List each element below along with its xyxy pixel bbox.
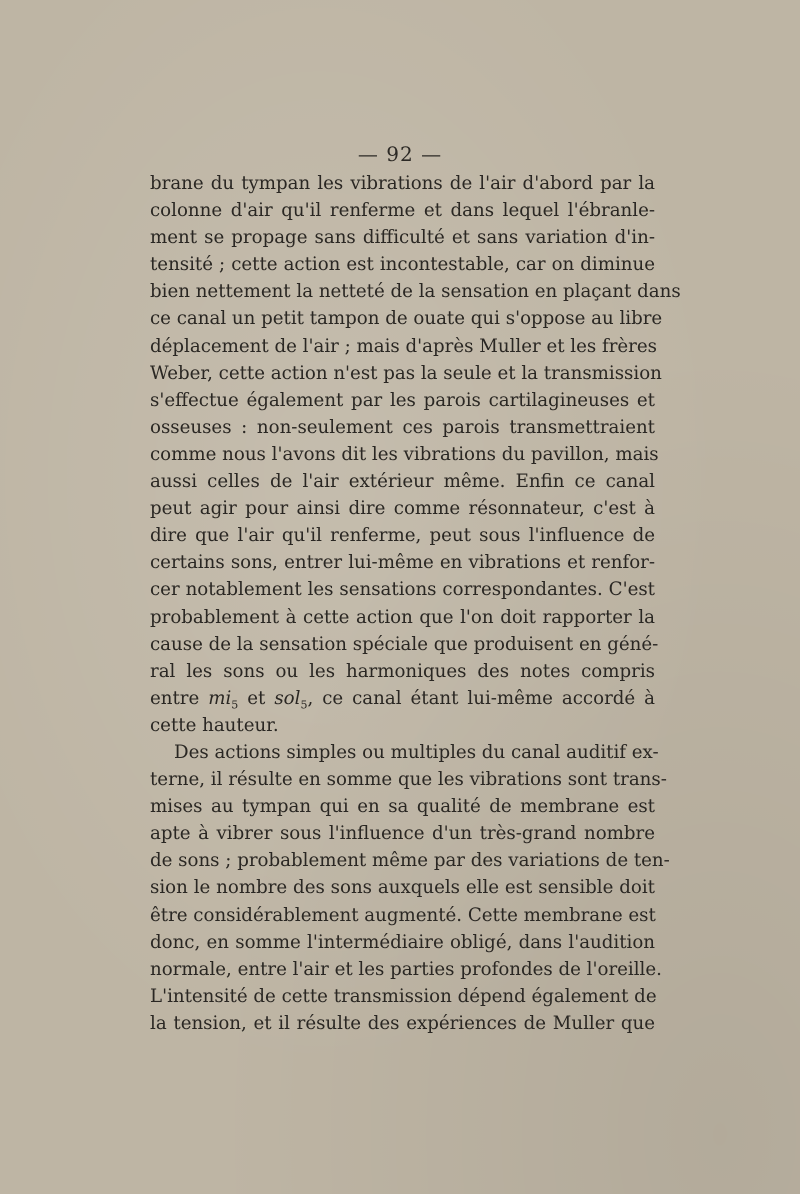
- text-line: sion le nombre des sons auxquels elle est sensible doit: [150, 877, 655, 899]
- text-line: cause de la sensation spéciale que produisent en géné-: [150, 633, 659, 655]
- note-sol-octave: 5: [300, 698, 308, 712]
- text-line: ral les sons ou les harmoniques des notes compris: [150, 660, 655, 682]
- text-line: s'effectue également par les parois cartilagineuses et: [150, 389, 655, 411]
- text-line: aussi celles de l'air extérieur même. Enfin ce canal: [150, 471, 655, 493]
- text-fragment: , ce canal étant lui-même accordé à: [307, 687, 655, 709]
- text-line: dire que l'air qu'il renferme, peut sous l'influence de: [150, 525, 655, 547]
- text-line: donc, en somme l'intermédiaire obligé, dans l'audition: [150, 931, 655, 953]
- note-mi: mi: [208, 687, 232, 709]
- text-line: ment se propage sans difficulté et sans variation d'in-: [150, 227, 655, 249]
- text-line: osseuses : non-seulement ces parois transmettraient: [150, 416, 655, 438]
- text-line: normale, entre l'air et les parties profondes de l'oreille.: [150, 958, 662, 980]
- body-text: [150, 170, 681, 1037]
- text-line: Weber, cette action n'est pas la seule et la transmission: [150, 362, 662, 384]
- text-line: certains sons, entrer lui-même en vibrations et renfor-: [150, 552, 655, 574]
- text-line: Des actions simples ou multiples du canal auditif ex-: [174, 741, 659, 763]
- text-line: cette hauteur.: [150, 714, 279, 736]
- note-mi-octave: 5: [231, 698, 239, 712]
- text-line: ce canal un petit tampon de ouate qui s'oppose au libre: [150, 308, 663, 330]
- text-line: colonne d'air qu'il renferme et dans lequel l'ébranle-: [150, 200, 655, 222]
- text-line: brane du tympan les vibrations de l'air d'abord par la: [150, 173, 655, 194]
- text-line: de sons ; probablement même par des variations de ten-: [150, 850, 670, 872]
- text-line: être considérablement augmenté. Cette membrane est: [150, 904, 656, 926]
- note-sol: sol: [274, 687, 301, 709]
- text-line: L'intensité de cette transmission dépend également de: [150, 985, 657, 1007]
- text-line: peut agir pour ainsi dire comme résonnateur, c'est à: [150, 498, 655, 520]
- text-line: apte à vibrer sous l'influence d'un très-grand nombre: [150, 823, 655, 845]
- text-fragment: entre: [150, 687, 209, 709]
- text-line: tensité ; cette action est incontestable, car on diminue: [150, 254, 655, 276]
- text-line-notes: [150, 685, 655, 712]
- text-line: cer notablement les sensations correspondantes. C'est: [150, 579, 655, 601]
- text-line: la tension, et il résulte des expériences de Muller que: [150, 1012, 655, 1034]
- text-line: mises au tympan qui en sa qualité de membrane est: [150, 796, 655, 818]
- page-number: — 92 —: [357, 142, 443, 166]
- text-line: bien nettement la netteté de la sensation en plaçant dans: [150, 281, 681, 303]
- text-line: probablement à cette action que l'on doit rapporter la: [150, 606, 655, 628]
- text-line: comme nous l'avons dit les vibrations du pavillon, mais: [150, 443, 659, 465]
- text-line: déplacement de l'air ; mais d'après Muller et les frères: [150, 335, 657, 357]
- text-fragment: et: [238, 687, 275, 709]
- text-line: terne, il résulte en somme que les vibrations sont trans-: [150, 769, 667, 791]
